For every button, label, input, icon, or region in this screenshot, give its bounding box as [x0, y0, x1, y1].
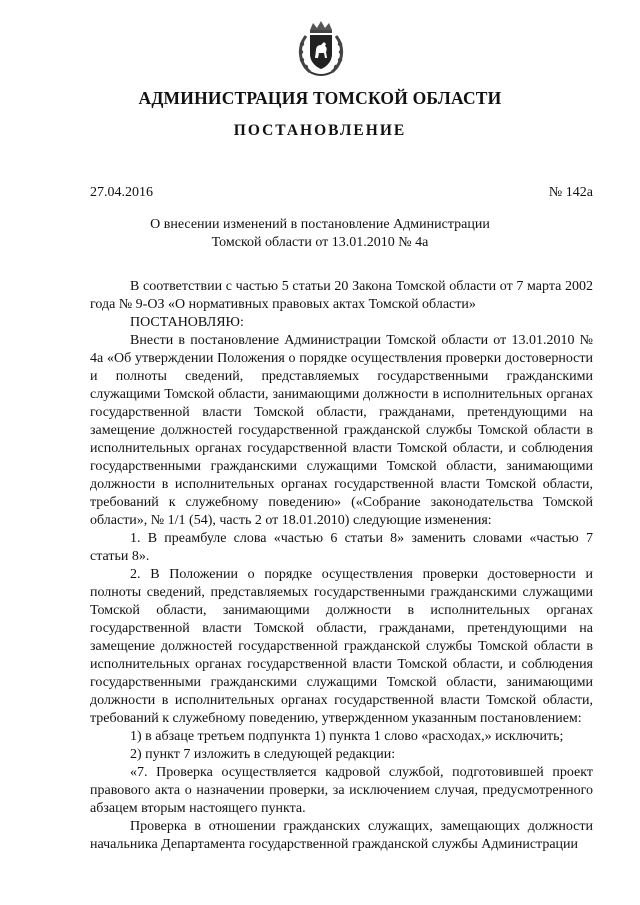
document-number: № 142а: [548, 185, 593, 200]
document-body: [90, 278, 593, 854]
body-paragraph: Проверка в отношении гражданских служащих, замещающих должности начальника Департамента государственной гражданской службы Администрации: [90, 819, 593, 852]
preamble-paragraph: В соответствии с частью 5 статьи 20 Закона Томской области от 7 марта 2002 года № 9-ОЗ «О нормативных правовых актах Томской области»: [90, 279, 593, 312]
document-subject: [120, 216, 520, 252]
subject-line: О внесении изменений в постановление Администрации: [150, 217, 490, 232]
body-paragraph: 2. В Положении о порядке осуществления проверки достоверности и полноты сведений, представляемых государственными гражданскими служащими Томской области, занимающими должности в исполнительных органах государственной власти Томской области, гражданами, претендующими на замещение должностей государственной гражданской службы Томской области в исполнительных органах государственной власти Томской области, и соблюдения государственными гражданскими служащими Томской области, занимающими должности в исполнительных органах государственной власти Томской области, требований к служебному поведению, утвержденном указанным постановлением:: [90, 567, 593, 726]
body-paragraph: «7. Проверка осуществляется кадровой службой, подготовившей проект правового акта о назначении проверки, за исключением случая, предусмотренного абзацем вторым настоящего пункта.: [90, 765, 593, 816]
subject-line: Томской области от 13.01.2010 № 4а: [211, 235, 429, 250]
tomsk-coat-of-arms-icon: [296, 20, 346, 78]
document-type: ПОСТАНОВЛЕНИЕ: [233, 122, 407, 139]
body-paragraph: 2) пункт 7 изложить в следующей редакции:: [130, 747, 396, 762]
document-date: 27.04.2016: [90, 185, 153, 200]
resolve-paragraph: ПОСТАНОВЛЯЮ:: [130, 315, 244, 330]
body-paragraph: 1. В преамбуле слова «частью 6 статьи 8» заменить словами «частью 7 статьи 8».: [90, 531, 593, 564]
body-paragraph: 1) в абзаце третьем подпункта 1) пункта 1 слово «расходах,» исключить;: [130, 729, 564, 744]
organization-title: АДМИНИСТРАЦИЯ ТОМСКОЙ ОБЛАСТИ: [138, 88, 502, 108]
body-paragraph: Внести в постановление Администрации Томской области от 13.01.2010 № 4а «Об утверждении Положения о порядке осуществления проверки достоверности и полноты сведений, представляемых государственными гражданскими служащими Томской области, занимающими должности в исполнительных органах государственной власти Томской области, гражданами, претендующими на замещение должностей государственной гражданской службы Томской области в исполнительных органах государственной власти Томской области, и соблюдения государственными гражданскими служащими Томской области, занимающими должности в исполнительных органах государственной власти Томской области, требований к служебному поведению» («Собрание законодательства Томской области», № 1/1 (54), часть 2 от 18.01.2010) следующие изменения:: [90, 333, 593, 528]
